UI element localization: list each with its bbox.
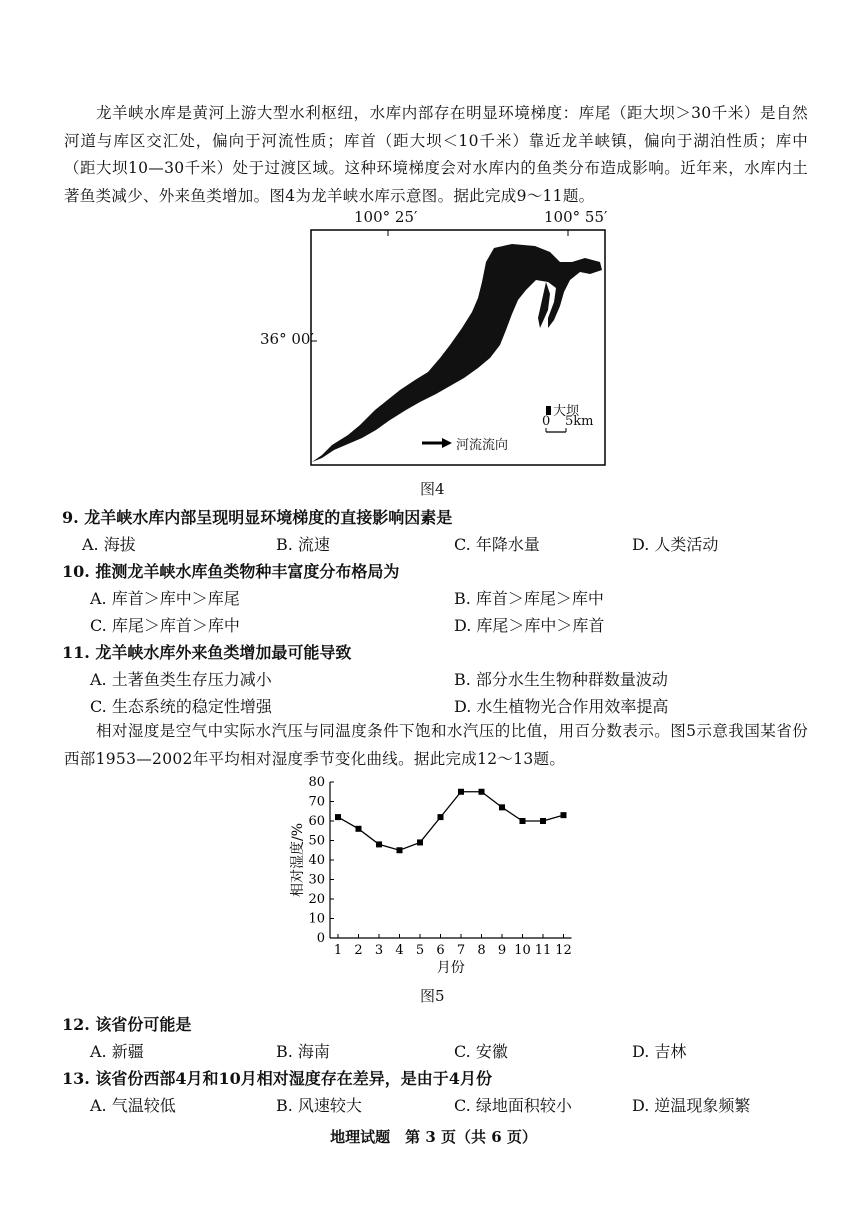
q12-option-a[interactable]: A. 新疆 <box>90 1042 144 1061</box>
q10-option-b[interactable]: B. 库首＞库尾＞库中 <box>454 589 604 608</box>
humidity-chart <box>270 770 600 980</box>
x-tick-label: 7 <box>456 943 466 958</box>
latitude-label: 36° 00′ <box>260 330 314 348</box>
data-point <box>397 847 403 853</box>
y-tick-label: 20 <box>308 892 325 907</box>
q9-option-d[interactable]: D. 人类活动 <box>632 535 719 554</box>
q9-option-c[interactable]: C. 年降水量 <box>454 535 540 554</box>
x-tick-label: 1 <box>333 943 343 958</box>
q13-option-a[interactable]: A. 气温较低 <box>90 1096 176 1115</box>
longitude-label-2: 100° 55′ <box>544 208 608 226</box>
y-tick-label: 80 <box>308 775 325 790</box>
data-point <box>356 826 362 832</box>
q11-option-c[interactable]: C. 生态系统的稳定性增强 <box>90 697 272 716</box>
x-tick-label: 6 <box>436 943 445 958</box>
q12-option-d[interactable]: D. 吉林 <box>632 1042 687 1061</box>
legend-flow-label: 河流流向 <box>456 438 509 453</box>
y-tick-label: 30 <box>308 872 325 888</box>
q10-option-c[interactable]: C. 库尾＞库首＞库中 <box>90 616 240 635</box>
data-point <box>520 818 526 824</box>
q11-option-b[interactable]: B. 部分水生生物种群数量波动 <box>454 670 668 689</box>
question-13-stem: 13. 该省份西部4月和10月相对湿度存在差异，是由于4月份 <box>62 1069 492 1088</box>
q12-option-b[interactable]: B. 海南 <box>276 1042 330 1061</box>
data-point <box>479 789 485 795</box>
scale-zero-label: 0 <box>542 414 551 429</box>
longitude-label-1: 100° 25′ <box>354 208 418 226</box>
data-point <box>458 789 464 795</box>
x-tick-label: 12 <box>555 943 572 958</box>
intro-paragraph-2: 相对湿度是空气中实际水汽压与同温度条件下饱和水汽压的比值，用百分数表示。图5示意我国某省份西部1953—2002年平均相对湿度季节变化曲线。据此完成12～13题。 <box>64 722 808 768</box>
legend-dam-label: 大坝 <box>553 404 580 419</box>
intro-paragraph-1: 龙羊峡水库是黄河上游大型水利枢纽，水库内部存在明显环境梯度：库尾（距大坝＞30千米）是自然河道与库区交汇处，偏向于河流性质；库首（距大坝＜10千米）靠近龙羊峡镇，偏向于湖泊性质；库中（距大坝10—30千米）处于过渡区域。这种环境梯度会对水库内的鱼类分布造成影响。近年来，水库内土著鱼类减少、外来鱼类增加。图4为龙羊峡水库示意图。据此完成9～11题。 <box>64 104 808 205</box>
y-tick-label: 50 <box>308 833 325 849</box>
figure-5-caption: 图5 <box>420 987 445 1005</box>
x-tick-label: 9 <box>497 943 507 958</box>
y-tick-label: 60 <box>308 814 325 829</box>
q11-option-a[interactable]: A. 土著鱼类生存压力减小 <box>90 670 272 689</box>
y-tick-label: 10 <box>308 911 325 927</box>
data-point <box>417 839 423 845</box>
q9-option-b[interactable]: B. 流速 <box>276 535 330 554</box>
x-tick-label: 11 <box>534 943 552 958</box>
y-axis-label: 相对湿度/% <box>290 822 306 898</box>
question-12-stem: 12. 该省份可能是 <box>62 1015 192 1034</box>
q10-option-a[interactable]: A. 库首＞库中＞库尾 <box>90 589 240 608</box>
data-point <box>438 814 444 820</box>
figure-4-caption: 图4 <box>420 480 445 498</box>
x-tick-label: 4 <box>395 943 404 958</box>
page-footer: 地理试题 第 3 页（共 6 页） <box>330 1128 537 1146</box>
y-tick-label: 70 <box>308 794 325 810</box>
scale-distance-label: 5km <box>565 414 594 429</box>
data-point <box>540 818 546 824</box>
q11-option-d[interactable]: D. 水生植物光合作用效率提高 <box>454 697 669 716</box>
question-9-stem: 9. 龙羊峡水库内部呈现明显环境梯度的直接影响因素是 <box>62 508 453 527</box>
q10-option-d[interactable]: D. 库尾＞库中＞库首 <box>454 616 605 635</box>
x-tick-label: 8 <box>477 943 486 958</box>
x-axis-label: 月份 <box>436 960 465 976</box>
data-point <box>376 841 382 847</box>
data-point <box>335 814 341 820</box>
q13-option-c[interactable]: C. 绿地面积较小 <box>454 1096 572 1115</box>
question-10-stem: 10. 推测龙羊峡水库鱼类物种丰富度分布格局为 <box>62 562 400 581</box>
y-tick-label: 40 <box>308 853 325 868</box>
humidity-line <box>338 792 564 851</box>
reservoir-map-figure <box>250 210 620 480</box>
x-tick-label: 10 <box>514 943 531 958</box>
q9-option-a[interactable]: A. 海拔 <box>82 535 136 554</box>
x-tick-label: 5 <box>415 943 425 958</box>
x-tick-label: 3 <box>374 943 384 958</box>
q13-option-d[interactable]: D. 逆温现象频繁 <box>632 1096 751 1115</box>
q13-option-b[interactable]: B. 风速较大 <box>276 1096 362 1115</box>
data-point <box>499 804 505 810</box>
q12-option-c[interactable]: C. 安徽 <box>454 1042 508 1061</box>
x-tick-label: 2 <box>354 943 363 958</box>
y-tick-label: 0 <box>316 931 325 946</box>
question-11-stem: 11. 龙羊峡水库外来鱼类增加最可能导致 <box>62 643 352 662</box>
data-point <box>561 812 567 818</box>
